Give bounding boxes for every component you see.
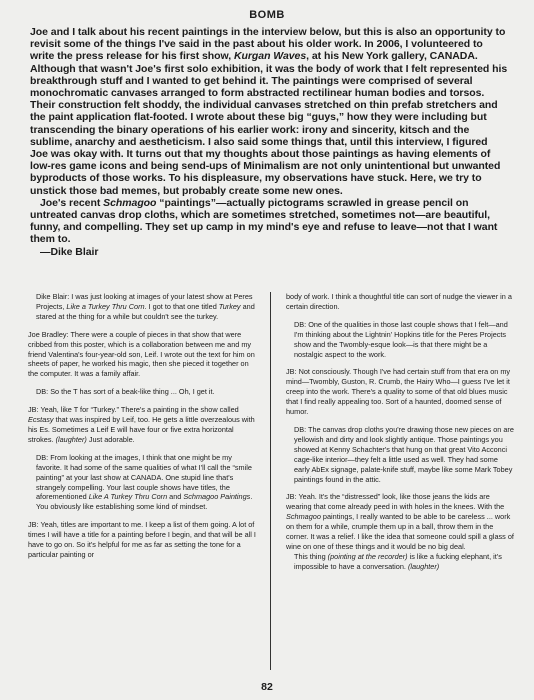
- work-title: Ecstasy: [28, 415, 54, 425]
- text-run: and stared at the thing for a while but couldn't see the turkey.: [36, 301, 255, 321]
- series-title: Schmagoo: [286, 512, 321, 522]
- text-run: and: [167, 492, 184, 502]
- intro-text-run: Joe and I talk about his recent paintings in the interview below, but this is also an opportunity to revisit some of the things I've said in the past about his older work. In 2006, I volunteered to write the press release for his first show,: [30, 26, 506, 63]
- show-title: Like a Turkey Thru Corn: [66, 301, 145, 311]
- intro-text-run: “paintings”—actually pictograms scrawled in grease pencil on untreated canvas drop cloths, which are sometimes stretched, sometimes not—are beautiful, funny, and compelling. They set up camp in my mind's eye and refuse to leave—not that I want them to.: [30, 196, 498, 246]
- show-title: Kurgan Waves: [233, 50, 307, 63]
- show-title: Like A Turkey Thru Corn: [88, 492, 168, 502]
- interview-paragraph: [286, 492, 514, 551]
- column-divider: [270, 292, 271, 670]
- interview-columns: [28, 292, 514, 677]
- stage-direction: (pointing at the recorder): [327, 551, 408, 561]
- interview-paragraph: DB: So the T has sort of a beak-like thing ... Oh, I get it.: [36, 387, 215, 397]
- intro-paragraph: [30, 197, 508, 246]
- text-run: Dike Blair: I was just looking at images of your latest show at Peres Projects,: [36, 292, 253, 311]
- text-run: paintings, I really wanted to be able to be careless ... work on them for a while, crumple them up in a ball, throw them in the corner. It was a relief. I like the idea that someone could spill a glass of wine on one of these things and it would be no big deal.: [286, 512, 514, 551]
- series-title: Schmagoo: [103, 196, 157, 209]
- text-run: . I got to that one titled: [144, 301, 219, 311]
- text-run: DB: From looking at the images, I think that one might be my favorite. It had some of the same qualities of what I'll call the “smile painting” at your last show at CANADA. One stupid line that's strangely compelling. Your last couple shows have titles, the aforementioned: [36, 452, 252, 502]
- text-run: This thing: [294, 551, 328, 561]
- laughter-note: (laughter): [407, 561, 440, 571]
- interview-paragraph: DB: One of the qualities in those last couple shows that I felt—and I'm thinking about the Lightnin' Hopkins title for the Peres Projects show and the Twombly-esque look—is that there might be a nostalgic aspect to the work.: [294, 319, 508, 359]
- interview-paragraph: [28, 405, 256, 445]
- text-run: that was inspired by Leif, too. He gets a little overzealous with his Es. Sometimes a Leif E will have four or five extra horizontal strokes.: [28, 415, 255, 444]
- interview-paragraph: Joe Bradley: There were a couple of pieces in that show that were cribbed from this poster, which is a collaboration between me and my friend Valentina's four-year-old son, Leif. I wrote out the text for him on sheets of paper, he worked his magic, then she pieced it together on the computer. It was a family affair.: [28, 329, 255, 379]
- text-run: JB: Yeah, like T for “Turkey.” There's a painting in the show called: [28, 405, 239, 415]
- text-run: JB: Yeah. It's the “distressed” look, like those jeans the kids are wearing that come already peed in with holes in the knees. With the: [286, 492, 505, 512]
- interview-paragraph: DB: The canvas drop cloths you're drawing those new pieces on are yellowish and dirty and look slightly antique. Those paintings you showed at Kenny Schachter's that hung on that great Vito Acconci cage-like interior—they felt a little used as well. They had some early AbEx signage, palate-knife stuff, maybe like some Mark Tobey paintings found in the attic.: [294, 424, 514, 484]
- work-title: Turkey: [218, 301, 241, 311]
- intro-text-run: Joe's recent: [40, 196, 104, 209]
- show-title: Schmagoo Paintings: [183, 492, 251, 502]
- intro-paragraph: [30, 26, 508, 197]
- interview-paragraph: [286, 552, 514, 572]
- magazine-header: BOMB: [249, 9, 285, 21]
- intro-signature: —Dike Blair: [40, 245, 99, 258]
- interview-paragraph: body of work. I think a thoughtful title can sort of nudge the viewer in a certain direction.: [286, 292, 512, 311]
- intro-text-run: , at his New York gallery, CANADA. Although that wasn't Joe's first solo exhibition, it was the body of work that I felt represented his breakthrough stuff and I wanted to get behind it. The paintings were comprised of several monochromatic canvases arranged to form abstracted rectilinear human bodies and torsos. Their construction felt shoddy, the individual canvases stretched on thin prefab stretchers and the paint application flat-footed. I wrote about these big “guys,” how they were including but transcending the binary operations of his earlier work: irony and sincerity, kitsch and the sublime, anarchy and aestheticism. I also said some things that, until this interview, I figured Joe was okay with. It turns out that my thoughts about those paintings as having elements of low-res game icons and being send-ups of Minimalism are not only unintentional but unwanted byproducts of those works. To his displeasure, my observations have stuck. Here, we try to unstick those bad memes, but probably create some new ones.: [30, 50, 508, 197]
- interview-left-column: [28, 292, 256, 560]
- interview-paragraph: [28, 453, 256, 512]
- interview-paragraph: JB: Not consciously. Though I've had certain stuff from that era on my mind—Twombly, Guston, R. Crumb, the Hairy Who—I guess I've let it creep into the work. There's a quality to some of that old blues music that I find really appealing too. Sort of a haunted, doomed sense of humor.: [286, 367, 511, 417]
- interview-paragraph: [28, 292, 256, 322]
- page-number: 82: [261, 681, 273, 693]
- interview-paragraph: JB: Yeah, titles are important to me. I keep a list of them going. A lot of times I will have a title for a painting before I begin, and that will be all I have to go on. So it's helpful for me as far as setting the tone for a particular painting or: [28, 520, 256, 559]
- text-run: is like a fucking elephant, it's impossible to have a conversation.: [294, 551, 502, 571]
- interview-right-column: [286, 292, 514, 572]
- text-run: Just adorable.: [86, 434, 135, 444]
- intro-text: [30, 26, 508, 258]
- laughter-note: (laughter): [55, 434, 87, 444]
- text-run: . You obviously like establishing some kind of mindset.: [36, 492, 253, 512]
